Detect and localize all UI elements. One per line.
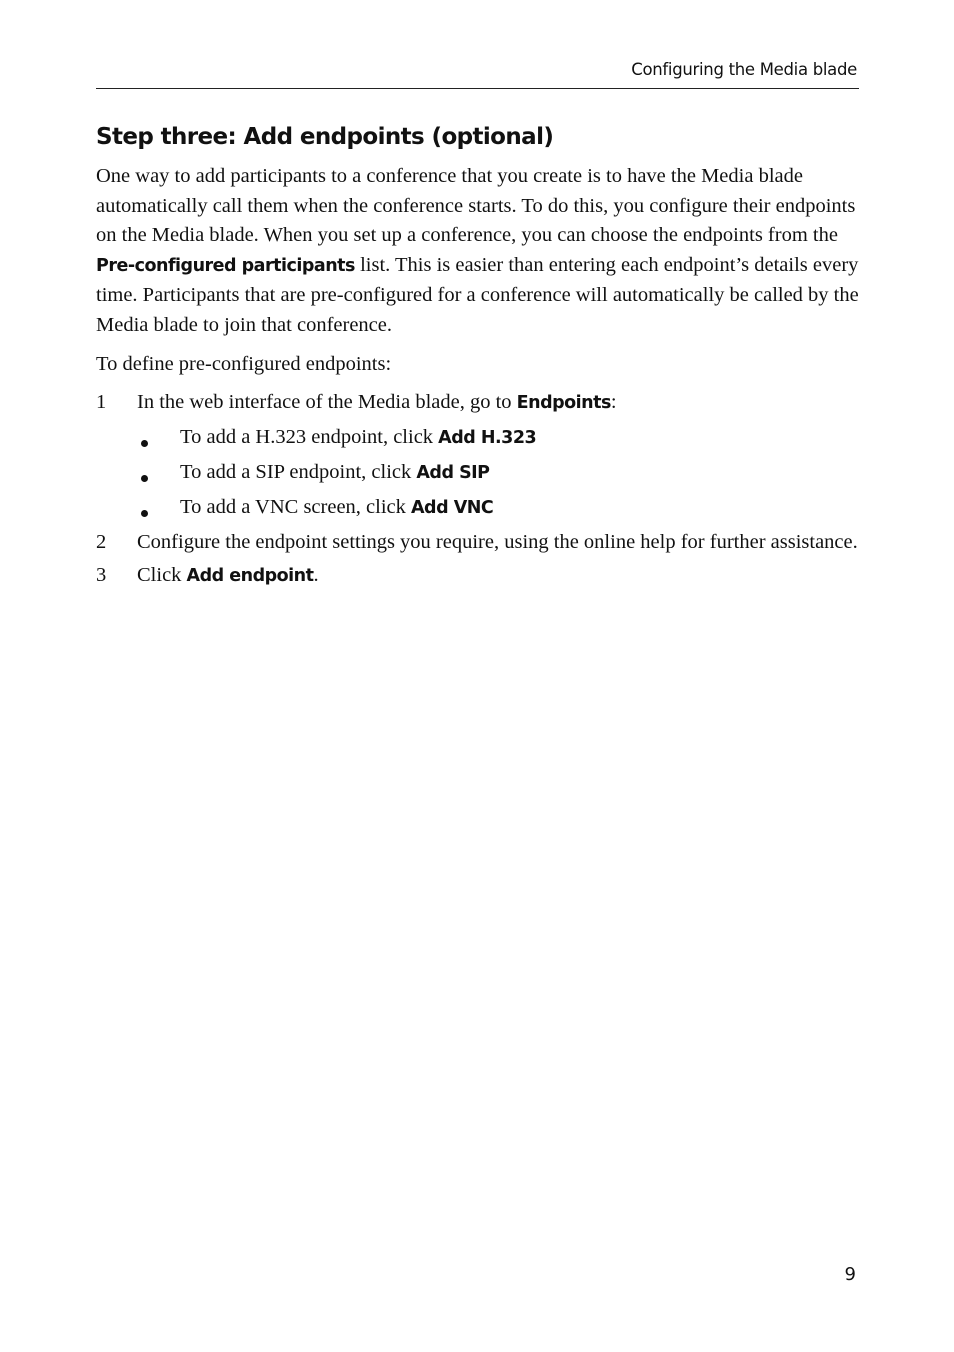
ui-label-add-vnc: Add VNC — [411, 497, 494, 518]
lead-in-paragraph: To define pre-configured endpoints: — [96, 352, 392, 375]
step-text-after: : — [610, 391, 617, 414]
section-title: Step three: Add endpoints (optional) — [96, 124, 554, 150]
step-text: Configure the endpoint settings you require, using the online help for further assistance. — [137, 530, 858, 553]
step-3 — [96, 561, 860, 592]
page-header — [96, 56, 859, 89]
ui-label-add-sip: Add SIP — [416, 462, 490, 483]
step-text-before: Click — [137, 564, 187, 587]
step-number: 2 — [96, 530, 107, 553]
step-2 — [96, 528, 860, 558]
bullet-dot-icon — [96, 493, 180, 524]
bullet-text-body: To add a VNC screen, click — [180, 495, 412, 518]
page-content — [96, 118, 860, 596]
intro-text-part1: One way to add participants to a conference that you create is to have the Media blade automatically call them when the conference starts. To do this, you configure their endpoints on the Media blade. When you set up a conference, you can choose the endpoints from the — [96, 165, 856, 247]
running-title: Configuring the Media blade — [631, 60, 857, 79]
step-text — [137, 388, 860, 419]
step-number: 3 — [96, 564, 107, 587]
ui-label-add-h323: Add H.323 — [438, 427, 537, 448]
step-number: 1 — [96, 391, 107, 414]
step-1 — [96, 388, 860, 419]
step-text-before: In the web interface of the Media blade, go to — [137, 391, 517, 414]
ui-label-add-endpoint: Add endpoint — [186, 566, 314, 587]
bullet-item-vnc — [96, 493, 860, 524]
bullet-text — [180, 423, 536, 454]
intro-text-part2: list. This is easier than entering each endpoint’s details every time. Participants that are pre-configured for a conference will automatically be called by the Media blade to join that conference. — [96, 253, 859, 336]
ui-label-endpoints: Endpoints — [516, 393, 611, 414]
bullet-text — [180, 493, 493, 524]
bullet-text — [180, 458, 490, 489]
bullet-dot-icon — [96, 423, 180, 454]
ui-label-preconfigured-participants: Pre-configured participants — [96, 255, 355, 276]
bullet-text-body: To add a SIP endpoint, click — [180, 460, 417, 483]
intro-paragraph — [96, 162, 860, 341]
bullet-text-body: To add a H.323 endpoint, click — [180, 425, 439, 448]
page-number: 9 — [844, 1264, 856, 1285]
bullet-item-h323 — [96, 423, 860, 454]
bullet-item-sip — [96, 458, 860, 489]
bullet-dot-icon — [96, 458, 180, 489]
step-text-after: . — [313, 564, 319, 587]
step-text — [137, 561, 860, 592]
